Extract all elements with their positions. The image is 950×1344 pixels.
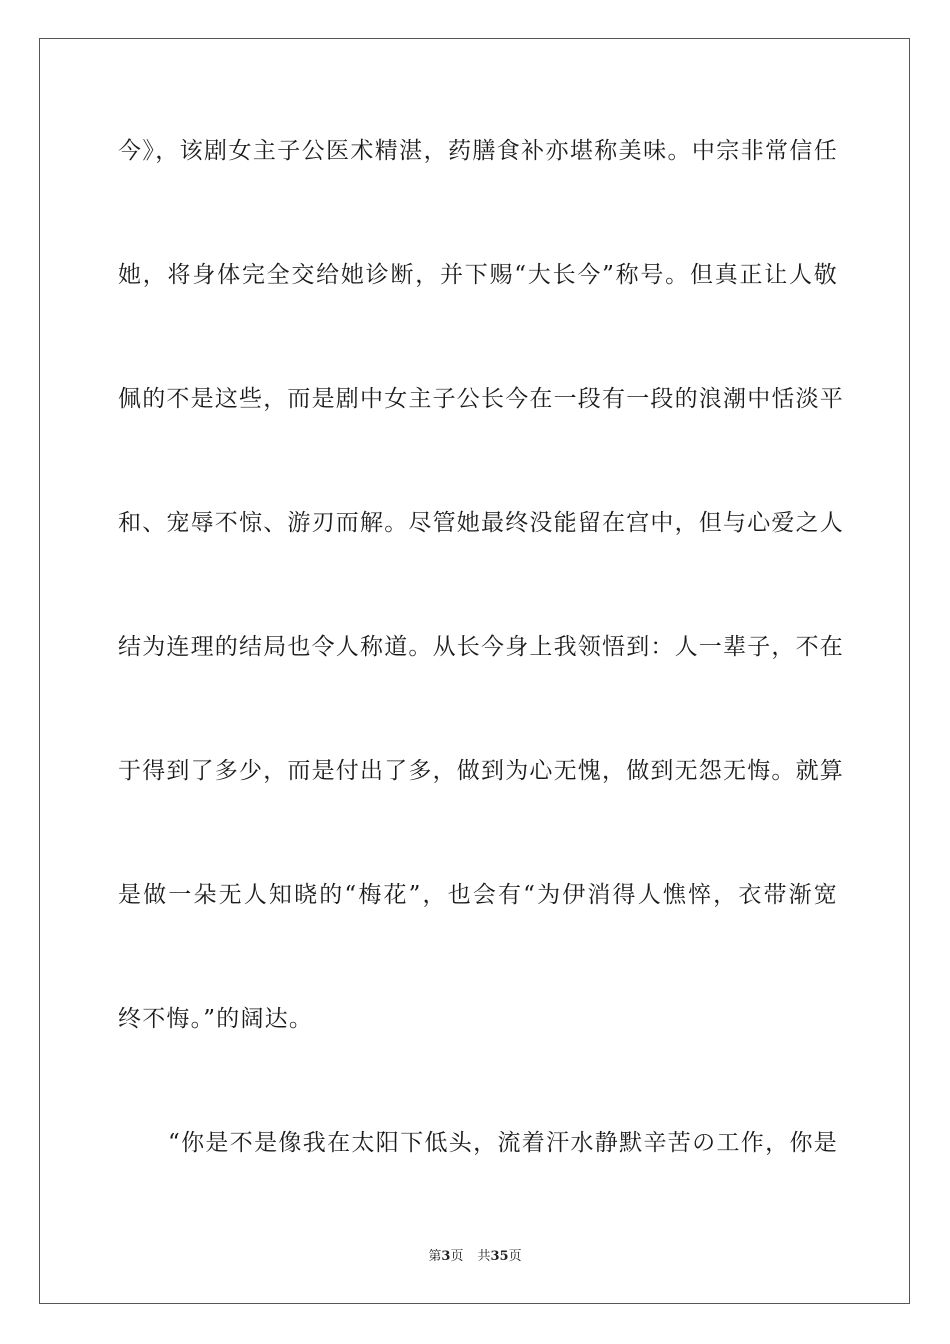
text-line: 佩的不是这些，而是剧中女主子公长今在一段有一段的浪潮中恬淡平 xyxy=(118,386,844,412)
text-line: 终不悔。”的阔达。 xyxy=(118,1006,314,1032)
page-prefix: 第 xyxy=(428,1249,442,1264)
total-pages: 35 xyxy=(490,1249,509,1264)
text-line: 她，将身体完全交给她诊断，并下赐“大长今”称号。但真正让人敬 xyxy=(118,262,838,288)
page-footer xyxy=(0,1248,950,1266)
text-line: 结为连理的结局也令人称道。从长今身上我领悟到：人一辈子，不在 xyxy=(118,634,844,660)
text-line: 于得到了多少，而是付出了多，做到为心无愧，做到无怨无悔。就算 xyxy=(118,758,844,784)
page-suffix: 页 xyxy=(450,1249,464,1264)
text-line: “你是不是像我在太阳下低头，流着汗水静默辛苦の工作，你是 xyxy=(168,1130,838,1156)
total-suffix: 页 xyxy=(508,1249,522,1264)
page-border xyxy=(39,38,910,1304)
text-line: 今》，该剧女主子公医术精湛，药膳食补亦堪称美味。中宗非常信任 xyxy=(118,138,838,164)
page-number: 3 xyxy=(441,1249,451,1264)
text-line: 和、宠辱不惊、游刃而解。尽管她最终没能留在宫中，但与心爱之人 xyxy=(118,510,844,536)
text-line: 是做一朵无人知晓的“梅花”，也会有“为伊消得人憔悴，衣带渐宽 xyxy=(118,882,838,908)
total-prefix: 共 xyxy=(477,1249,491,1264)
